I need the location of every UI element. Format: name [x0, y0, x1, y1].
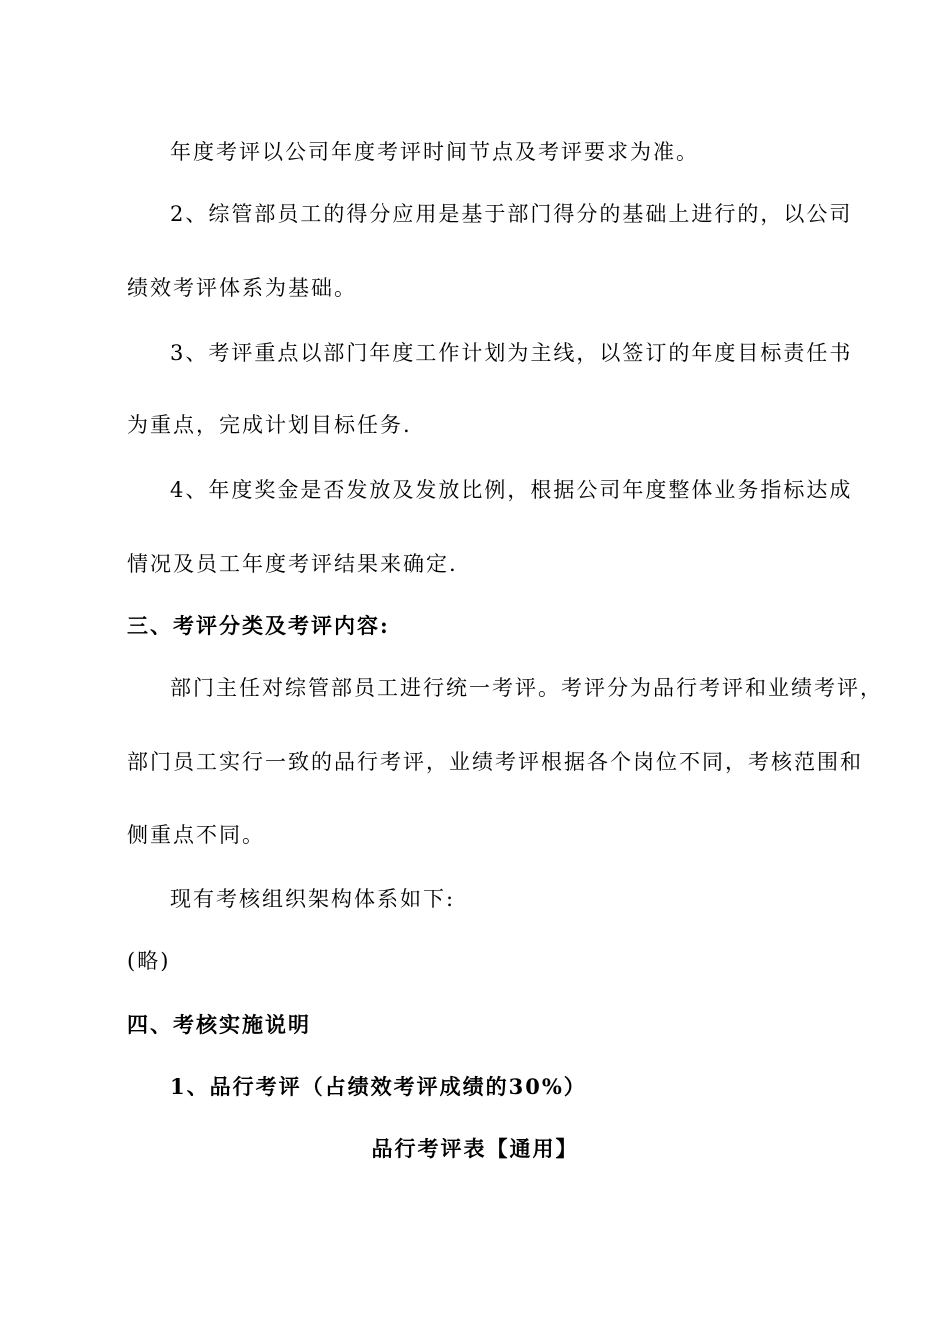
paragraph-review-categories-line-1: 部门主任对综管部员工进行统一考评。考评分为品行考评和业绩考评， — [170, 676, 883, 700]
paragraph-item-3-line-1: 3、考评重点以部门年度工作计划为主线，以签订的年度目标责任书 — [170, 341, 853, 365]
paragraph-review-categories-line-3: 侧重点不同。 — [127, 823, 265, 847]
paragraph-org-structure: 现有考核组织架构体系如下: — [170, 887, 456, 911]
paragraph-item-2-line-1: 2、综管部员工的得分应用是基于部门得分的基础上进行的，以公司 — [170, 202, 853, 226]
section-four-heading: 四、考核实施说明 — [127, 1012, 311, 1037]
paragraph-item-3-line-2: 为重点，完成计划目标任务. — [127, 413, 412, 437]
paragraph-item-2-line-2: 绩效考评体系为基础。 — [127, 276, 357, 300]
paragraph-omitted: (略) — [127, 949, 171, 973]
section-three-heading: 三、考评分类及考评内容: — [127, 613, 390, 638]
subsection-one-heading: 1、品行考评（占绩效考评成绩的30%） — [170, 1074, 587, 1099]
paragraph-item-4-line-1: 4、年度奖金是否发放及发放比例，根据公司年度整体业务指标达成 — [170, 478, 853, 502]
paragraph-annual-review-basis: 年度考评以公司年度考评时间节点及考评要求为准。 — [170, 140, 699, 164]
table-title: 品行考评表【通用】 — [371, 1136, 579, 1161]
paragraph-item-4-line-2: 情况及员工年度考评结果来确定. — [127, 552, 458, 576]
paragraph-review-categories-line-2: 部门员工实行一致的品行考评，业绩考评根据各个岗位不同，考核范围和 — [127, 750, 863, 774]
